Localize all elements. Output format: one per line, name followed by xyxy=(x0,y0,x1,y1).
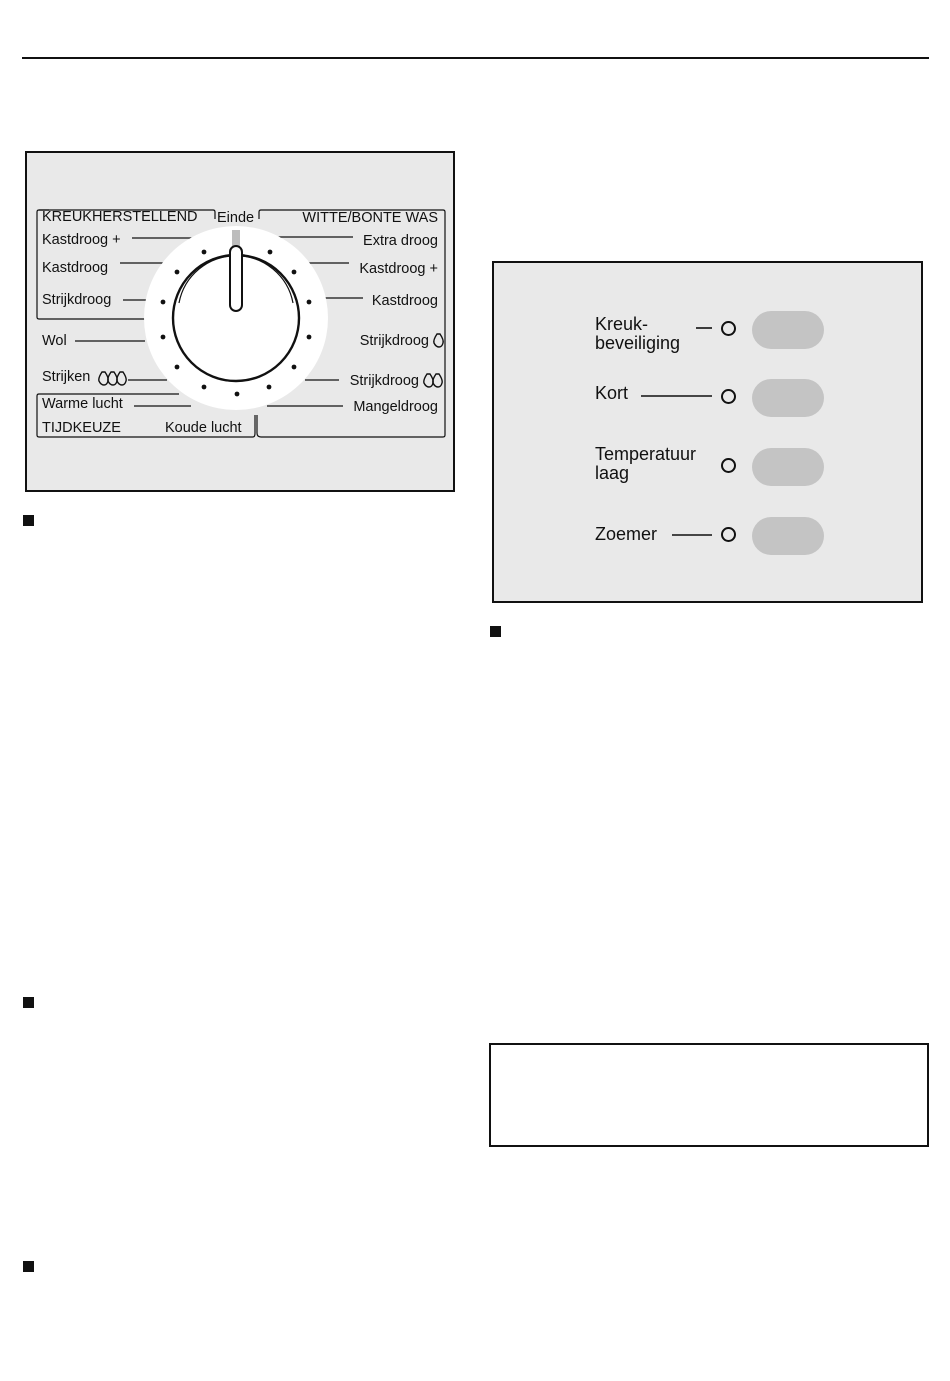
group-label-witte-bonte-was: WITTE/BONTE WAS xyxy=(302,210,438,226)
note-box xyxy=(489,1043,929,1147)
bullet-marker xyxy=(490,626,501,637)
dial-label-right-kastdroog-plus: Kastdroog + xyxy=(359,261,438,277)
drop-icon xyxy=(424,374,433,387)
kort-button[interactable] xyxy=(752,379,824,417)
dial-label-mangeldroog: Mangeldroog xyxy=(353,399,438,415)
option-label-temperatuur-laag: Temperatuur laag xyxy=(595,444,697,483)
dial-label-extra-droog: Extra droog xyxy=(363,233,438,249)
option-label-kreukbeveiliging: Kreuk- beveiliging xyxy=(595,314,681,353)
bullet-marker xyxy=(23,997,34,1008)
group-label-kreukherstellend: KREUKHERSTELLEND xyxy=(42,209,198,225)
top-rule xyxy=(22,57,929,59)
temperatuur-laag-button[interactable] xyxy=(752,448,824,486)
dial-label-wol: Wol xyxy=(42,333,67,349)
dial-label-right-kastdroog: Kastdroog xyxy=(371,293,438,309)
drop-icon xyxy=(117,372,126,385)
dial-label-left-kastdroog-plus: Kastdroog + xyxy=(42,232,121,248)
drop-icon xyxy=(433,374,442,387)
dial-pointer xyxy=(230,246,242,311)
option-leader-lines xyxy=(494,263,925,605)
program-dial-panel xyxy=(25,151,455,492)
dial-graphic xyxy=(27,153,457,494)
option-buttons-panel xyxy=(492,261,923,603)
dial-label-right-strijkdroog-2: Strijkdroog xyxy=(349,373,419,389)
group-label-tijdkeuze: TIJDKEUZE xyxy=(42,420,121,436)
dial-label-left-strijkdroog: Strijkdroog xyxy=(42,292,112,308)
zoemer-button[interactable] xyxy=(752,517,824,555)
drop-icon xyxy=(99,372,108,385)
led-indicator-kreukbeveiliging xyxy=(721,321,736,336)
dial-label-left-kastdroog: Kastdroog xyxy=(42,260,109,276)
option-label-zoemer: Zoemer xyxy=(595,524,658,544)
drop-icon xyxy=(434,334,443,347)
led-indicator-kort xyxy=(721,389,736,404)
kreukbeveiliging-button[interactable] xyxy=(752,311,824,349)
led-indicator-temperatuur-laag xyxy=(721,458,736,473)
option-label-kort: Kort xyxy=(595,383,629,403)
dial-label-warme-lucht: Warme lucht xyxy=(42,396,123,412)
dial-label-koude-lucht: Koude lucht xyxy=(165,420,242,436)
led-indicator-zoemer xyxy=(721,527,736,542)
dial-label-strijken: Strijken xyxy=(42,369,91,385)
dial-label-right-strijkdroog-1: Strijkdroog xyxy=(359,333,429,349)
drop-icon xyxy=(108,372,117,385)
dial-label-einde: Einde xyxy=(217,210,255,226)
bullet-marker xyxy=(23,515,34,526)
bullet-marker xyxy=(23,1261,34,1272)
